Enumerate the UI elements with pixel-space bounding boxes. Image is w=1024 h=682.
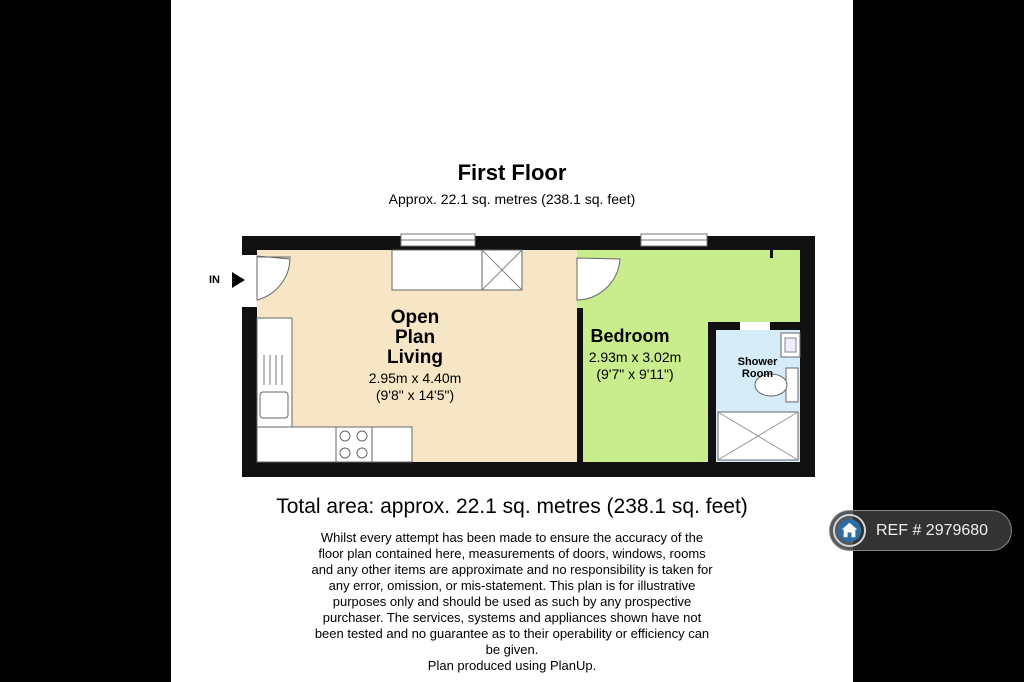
kitchen-counter-bottom	[257, 427, 412, 462]
disclaimer: Whilst every attempt has been made to ensure the accuracy of the floor plan contained here, measurements of doors, windows, rooms and any other items are approximate and no responsibility is taken for any error, omission, or mis-statement. This plan is for illustrative purposes only and should be used as such by any prospective purchaser. The services, systems and appliances shown have not been tested and no guarantee as to their operability or efficiency can be given. Plan produced using PlanUp.	[311, 530, 713, 673]
ref-number: REF # 2979680	[876, 522, 989, 539]
floor-title: First Floor	[457, 160, 567, 185]
shower-room-name: Shower Room	[737, 356, 778, 380]
total-area: Total area: approx. 22.1 sq. metres (238.1 sq. feet)	[276, 495, 748, 518]
bedroom-name: Bedroom	[590, 326, 670, 346]
ref-badge[interactable]	[829, 510, 1012, 551]
living-room-name: Open Plan Living	[387, 307, 443, 368]
shower-room-door	[740, 322, 770, 330]
living-room-dimensions: 2.95m x 4.40m (9'8" x 14'5")	[368, 370, 462, 403]
bedroom-dimensions: 2.93m x 3.02m (9'7" x 9'11")	[588, 349, 682, 382]
floor-area: Approx. 22.1 sq. metres (238.1 sq. feet)	[388, 191, 636, 207]
entrance-label: IN	[209, 274, 220, 286]
kitchen-sink	[260, 392, 288, 418]
house-icon	[832, 513, 867, 548]
toilet-cistern	[786, 368, 798, 402]
